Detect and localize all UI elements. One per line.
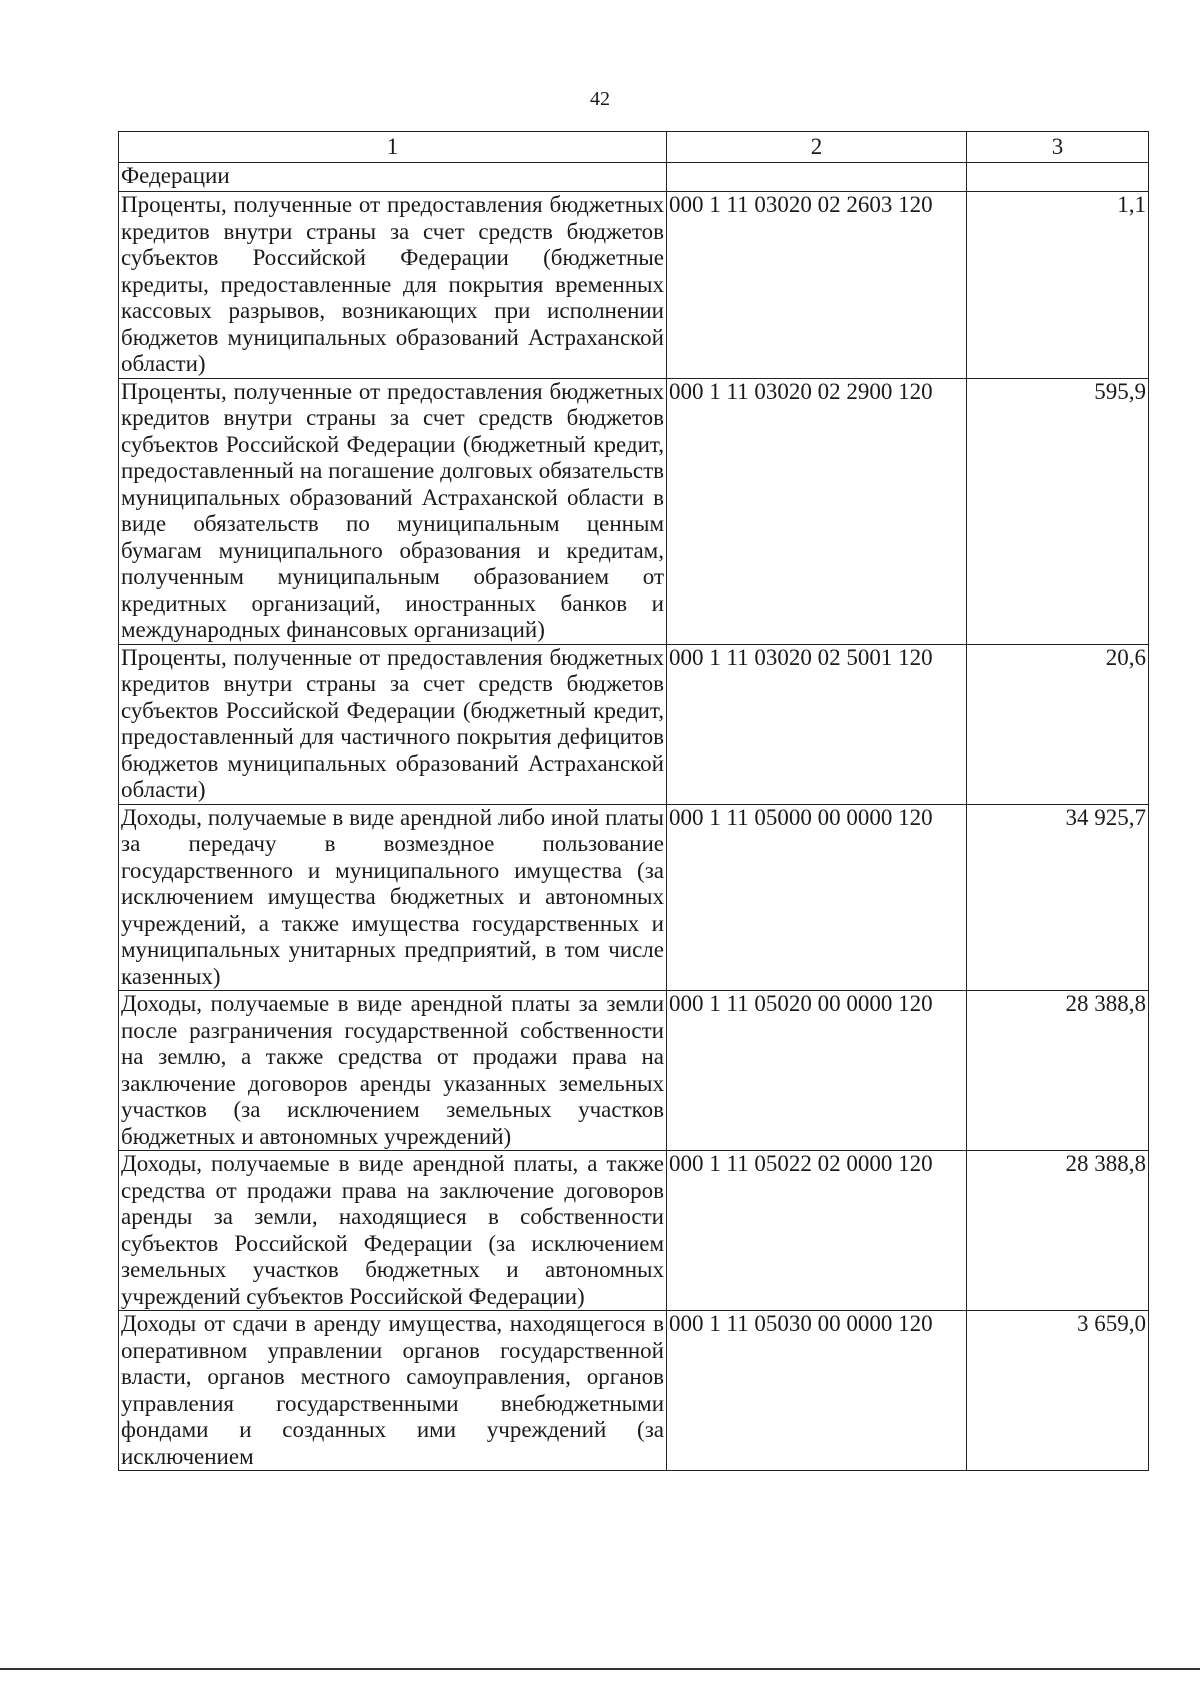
table-row [119, 804, 1149, 991]
row-code: 000 1 11 03020 02 5001 120 [667, 644, 967, 804]
row-code: 000 1 11 05022 02 0000 120 [667, 1151, 967, 1311]
column-header-2: 2 [667, 132, 967, 163]
row-code: 000 1 11 03020 02 2603 120 [667, 192, 967, 379]
table-row [119, 192, 1149, 379]
table-row [119, 378, 1149, 644]
table-row [119, 644, 1149, 804]
row-amount: 595,9 [967, 378, 1149, 644]
continuation-code-cell [667, 163, 967, 192]
row-amount: 20,6 [967, 644, 1149, 804]
table-row [119, 1151, 1149, 1311]
row-amount: 3 659,0 [967, 1311, 1149, 1471]
row-code: 000 1 11 05030 00 0000 120 [667, 1311, 967, 1471]
table-row [119, 991, 1149, 1151]
row-amount: 28 388,8 [967, 1151, 1149, 1311]
column-header-1: 1 [119, 132, 667, 163]
revenue-table [118, 131, 1149, 1471]
row-name: Доходы, получаемые в виде арендной платы за земли после разграничения государственной собственности на землю, а также средства от продажи права на заключение договоров аренды указанных земельных участков (за исключением земельных участков бюджетных и автономных учреждений) [119, 991, 667, 1151]
row-name: Проценты, полученные от предоставления бюджетных кредитов внутри страны за счет средств бюджетов субъектов Российской Федерации (бюджетные кредиты, предоставленные для покрытия временных кассовых разрывов, возникающих при исполнении бюджетов муниципальных образований Астраханской области) [119, 192, 667, 379]
continuation-amount-cell [967, 163, 1149, 192]
row-code: 000 1 11 05000 00 0000 120 [667, 804, 967, 991]
row-amount: 1,1 [967, 192, 1149, 379]
row-code: 000 1 11 03020 02 2900 120 [667, 378, 967, 644]
column-header-3: 3 [967, 132, 1149, 163]
continuation-text: Федерации [119, 163, 667, 192]
table-row [119, 1311, 1149, 1471]
row-name: Проценты, полученные от предоставления бюджетных кредитов внутри страны за счет средств бюджетов субъектов Российской Федерации (бюджетный кредит, предоставленный для частичного покрытия дефицитов бюджетов муниципальных образований Астраханской области) [119, 644, 667, 804]
continuation-row [119, 163, 1149, 192]
row-amount: 34 925,7 [967, 804, 1149, 991]
row-name: Доходы от сдачи в аренду имущества, находящегося в оперативном управлении органов государственной власти, органов местного самоуправления, органов управления государственными внебюджетными фондами и созданных ими учреждений (за исключением [119, 1311, 667, 1471]
row-name: Доходы, получаемые в виде арендной платы, а также средства от продажи права на заключение договоров аренды за земли, находящиеся в собственности субъектов Российской Федерации (за исключением земельных участков бюджетных и автономных учреждений субъектов Российской Федерации) [119, 1151, 667, 1311]
row-name: Проценты, полученные от предоставления бюджетных кредитов внутри страны за счет средств бюджетов субъектов Российской Федерации (бюджетный кредит, предоставленный на погашение долговых обязательств муниципальных образований Астраханской области в виде обязательств по муниципальным ценным бумагам муниципального образования и кредитам, полученным муниципальным образованием от кредитных организаций, иностранных банков и международных финансовых организаций) [119, 378, 667, 644]
page-number: 42 [590, 88, 610, 110]
row-name: Доходы, получаемые в виде арендной либо иной платы за передачу в возмездное пользование государственного и муниципального имущества (за исключением имущества бюджетных и автономных учреждений, а также имущества государственных и муниципальных унитарных предприятий, в том числе казенных) [119, 804, 667, 991]
row-amount: 28 388,8 [967, 991, 1149, 1151]
row-code: 000 1 11 05020 00 0000 120 [667, 991, 967, 1151]
table-header-row [119, 132, 1149, 163]
footer-divider [0, 1668, 1200, 1670]
